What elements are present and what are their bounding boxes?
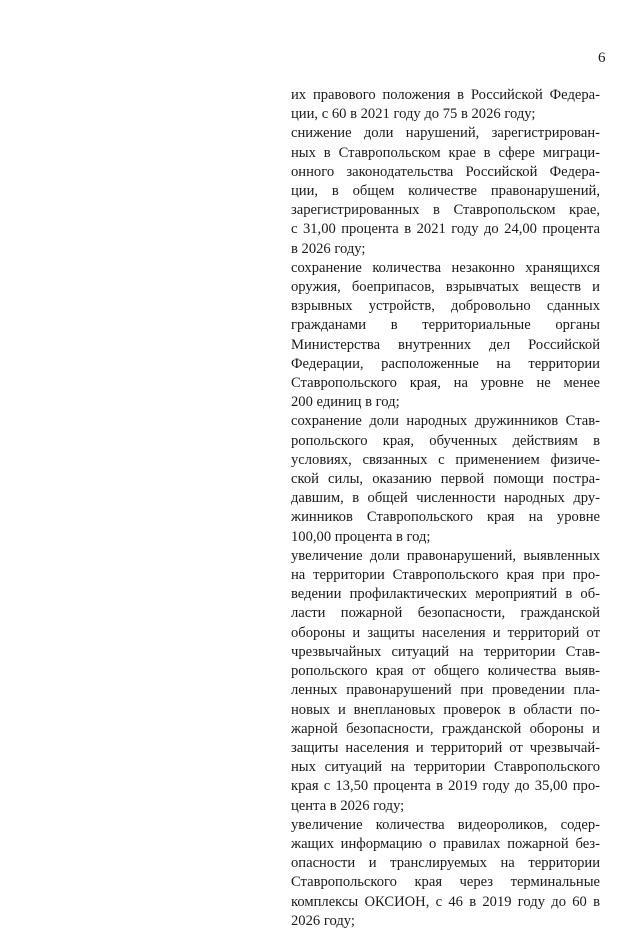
text-line: давшим, в общей численности народных дру- <box>291 490 601 507</box>
text-line: Ставропольского края, на уровне не менее <box>291 375 600 392</box>
text-line: гражданами в территориальные органы <box>291 317 600 334</box>
text-line: взрывных устройств, добровольно сданных <box>291 298 600 315</box>
text-line: с 31,00 процента в 2021 году до 24,00 процента <box>291 221 600 238</box>
text-line: Министерства внутренних дел Российской <box>291 336 600 353</box>
text-line: сохранение доли народных дружинников Став- <box>291 413 600 430</box>
text-line: цента в 2026 году; <box>291 797 405 814</box>
text-line: в 2026 году; <box>291 240 366 257</box>
text-line: жарной безопасности, гражданской обороны и <box>291 720 600 737</box>
paragraph <box>291 816 600 931</box>
text-line: ленных правонарушений при проведении пла- <box>291 682 600 699</box>
text-line: оружия, боеприпасов, взрывчатых веществ и <box>291 279 600 296</box>
paragraph <box>291 259 600 413</box>
text-line: 100,00 процента в год; <box>291 528 431 545</box>
paragraph <box>291 547 600 816</box>
text-line: ской силы, оказанию первой помощи постра- <box>291 471 600 488</box>
text-line: снижение доли нарушений, зарегистрирован- <box>291 125 600 142</box>
text-line: 2026 году; <box>291 912 355 929</box>
paragraph <box>291 86 600 124</box>
text-line: комплексы ОКСИОН, с 46 в 2019 году до 60 в <box>291 893 600 910</box>
text-line: ласти пожарной безопасности, гражданской <box>291 605 600 622</box>
text-line: увеличение количества видеороликов, содер- <box>291 816 600 833</box>
paragraph <box>291 124 600 258</box>
text-line: условиях, связанных с применением физиче- <box>291 451 600 468</box>
text-line: 200 единиц в год; <box>291 394 400 411</box>
text-line: зарегистрированных в Ставропольском крае, <box>291 202 600 219</box>
text-line: сохранение количества незаконно хранящихся <box>291 259 601 276</box>
text-line: ных ситуаций на территории Ставропольского <box>291 759 600 776</box>
text-line: ропольского края, обученных действиям в <box>291 432 600 449</box>
text-line: ных в Ставропольском крае в сфере миграци- <box>291 144 600 161</box>
text-line: защиты населения и территорий от чрезвычай- <box>291 739 600 756</box>
text-line: обороны и защиты населения и территорий от <box>291 624 600 641</box>
text-line: онного законодательства Российской Федера- <box>291 163 600 180</box>
text-line: опасности и транслируемых на территории <box>291 855 600 872</box>
text-line: края с 13,50 процента в 2019 году до 35,00 про- <box>291 778 600 795</box>
text-line: на территории Ставропольского края при про- <box>291 567 600 584</box>
text-line: чрезвычайных ситуаций на территории Став- <box>291 643 600 660</box>
text-line: их правового положения в Российской Федера- <box>291 87 600 103</box>
text-line: жащих информацию о правилах пожарной без- <box>291 835 600 852</box>
text-line: Федерации, расположенные на территории <box>291 355 600 372</box>
text-line: увеличение доли правонарушений, выявленных <box>291 547 600 564</box>
text-line: ведении профилактических мероприятий в об- <box>291 586 600 603</box>
text-line: жинников Ставропольского края на уровне <box>291 509 600 526</box>
paragraph <box>291 412 600 546</box>
text-line: новых и внеплановых проверок в области по- <box>291 701 600 718</box>
document-body <box>291 86 600 931</box>
text-line: ропольского края от общего количества выяв- <box>291 663 600 680</box>
text-line: ции, с 60 в 2021 году до 75 в 2026 году; <box>291 106 536 123</box>
text-line: ции, в общем количестве правонарушений, <box>291 183 600 200</box>
page-number: 6 <box>598 50 606 66</box>
text-line: Ставропольского края через терминальные <box>291 874 600 891</box>
